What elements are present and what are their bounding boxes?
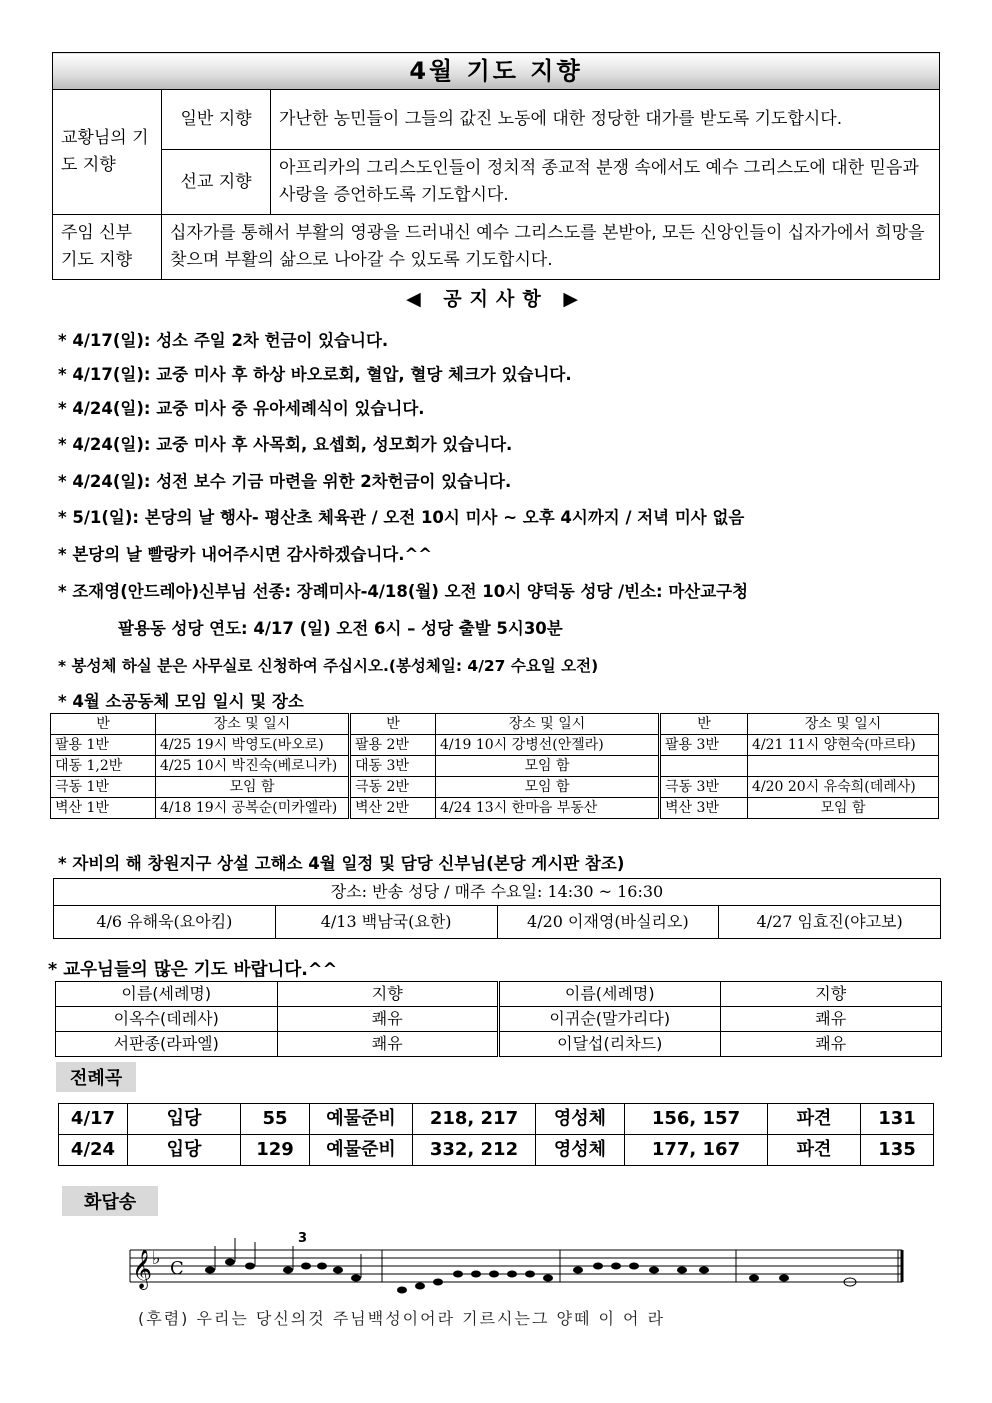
notice-item: * 4/24(일): 교중 미사 후 사목회, 요셉회, 성모회가 있습니다. (58, 435, 513, 454)
cell: 벽산 2반 (350, 798, 436, 819)
col-header: 장소 및 일시 (436, 714, 660, 735)
cell: 팔용 1반 (51, 735, 156, 756)
cell: 131 (861, 1104, 934, 1135)
hymn-label: 전례곡 (56, 1062, 136, 1092)
cell: 4/20 20시 유숙희(데레사) (748, 777, 939, 798)
cell: 대동 1,2반 (51, 756, 156, 777)
notice-item: * 4/17(일): 성소 주일 2차 헌금이 있습니다. (58, 331, 389, 350)
cell: 모임 함 (748, 798, 939, 819)
col-header: 지향 (277, 982, 499, 1007)
notice-item: * 4월 소공동체 모임 일시 및 장소 (58, 692, 304, 711)
flat-icon: ♭ (152, 1248, 161, 1269)
cell: 4/24 (59, 1135, 128, 1166)
cell (660, 756, 748, 777)
cell: 극동 1반 (51, 777, 156, 798)
cell: 영성체 (536, 1135, 625, 1166)
pastor-text: 십자가를 통해서 부활의 영광을 드러내신 예수 그리스도를 본받아, 모든 신앙인들이 십자가에서 희망을 찾으며 부활의 삶으로 나아갈 수 있도록 기도합시다. (162, 215, 940, 280)
prayer-intentions-table (52, 52, 940, 280)
table-row (59, 1135, 934, 1166)
col-header: 지향 (720, 982, 942, 1007)
cell: 156, 157 (625, 1104, 768, 1135)
cell: 예물준비 (310, 1104, 413, 1135)
cell: 모임 함 (436, 777, 660, 798)
cell: 벽산 3반 (660, 798, 748, 819)
notice-item: * 조재영(안드레아)신부님 선종: 장례미사-4/18(월) 오전 10시 양덕동 성당 /빈소: 마산교구청 (58, 582, 749, 601)
table-row (51, 777, 939, 798)
col-header: 이름(세례명) (499, 982, 721, 1007)
notice-item: * 봉성체 하실 분은 사무실로 신청하여 주십시오.(봉성체일: 4/27 수요일 오전) (58, 657, 599, 675)
confession-slot: 4/6 유해욱(요아킴) (54, 906, 276, 939)
notice-item: * 5/1(일): 본당의 날 행사- 평산초 체육관 / 오전 10시 미사 ~ 오후 4시까지 / 저녁 미사 없음 (58, 508, 745, 527)
confession-slot: 4/20 이재영(바실리오) (497, 906, 719, 939)
treble-clef-icon: 𝄞 (132, 1249, 153, 1289)
hymn-table (58, 1103, 934, 1166)
table-row (51, 798, 939, 819)
col-header: 반 (51, 714, 156, 735)
cell: 4/18 19시 공복순(미카엘라) (156, 798, 350, 819)
cell: 팔용 3반 (660, 735, 748, 756)
cell: 영성체 (536, 1104, 625, 1135)
cell: 129 (241, 1135, 310, 1166)
cell: 서판종(라파엘) (56, 1032, 278, 1057)
pastor-label: 주임 신부 기도 지향 (53, 215, 162, 280)
cell: 팔용 2반 (350, 735, 436, 756)
cell: 177, 167 (625, 1135, 768, 1166)
cell: 대동 3반 (350, 756, 436, 777)
mission-label: 선교 지향 (162, 150, 271, 215)
cell: 모임 함 (156, 777, 350, 798)
cell: 이귀순(말가리다) (499, 1007, 721, 1032)
prayer-title: 4월 기도 지향 (53, 53, 940, 90)
cell: 4/21 11시 양현숙(마르타) (748, 735, 939, 756)
music-staff (120, 1226, 910, 1326)
cell: 입당 (128, 1135, 241, 1166)
cell: 쾌유 (720, 1007, 942, 1032)
confession-place: 장소: 반송 성당 / 매주 수요일: 14:30 ~ 16:30 (54, 879, 941, 906)
cell: 이달섭(리차드) (499, 1032, 721, 1057)
cell: 극동 3반 (660, 777, 748, 798)
col-header: 반 (660, 714, 748, 735)
sick-table (55, 981, 942, 1057)
confession-table (53, 878, 941, 939)
mission-text: 아프리카의 그리스도인들이 정치적 종교적 분쟁 속에서도 예수 그리스도에 대한 믿음과 사랑을 증언하도록 기도합시다. (271, 150, 940, 215)
notice-item: * 4/24(일): 교중 미사 중 유아세례식이 있습니다. (58, 399, 425, 418)
notice-heading: ◀ 공지사항 ▶ (406, 288, 586, 310)
triplet-mark: 3 (298, 1231, 308, 1246)
notice-item: * 본당의 날 빨랑카 내어주시면 감사하겠습니다.^^ (58, 545, 433, 564)
cell: 벽산 1반 (51, 798, 156, 819)
cell: 모임 함 (436, 756, 660, 777)
confession-heading: * 자비의 해 창원지구 상설 고해소 4월 일정 및 담당 신부님(본당 게시판 참조) (58, 854, 625, 873)
general-label: 일반 지향 (162, 90, 271, 150)
col-header: 장소 및 일시 (156, 714, 350, 735)
cell: 입당 (128, 1104, 241, 1135)
sick-heading: * 교우님들의 많은 기도 바랍니다.^^ (48, 960, 338, 980)
cell: 쾌유 (720, 1032, 942, 1057)
common-time-icon: C (170, 1258, 184, 1279)
col-header: 장소 및 일시 (748, 714, 939, 735)
cell: 135 (861, 1135, 934, 1166)
community-table (50, 713, 939, 819)
cell: 218, 217 (413, 1104, 536, 1135)
table-row (59, 1104, 934, 1135)
cell: 예물준비 (310, 1135, 413, 1166)
general-text: 가난한 농민들이 그들의 값진 노동에 대한 정당한 대가를 받도록 기도합시다. (271, 90, 940, 150)
table-row (56, 1007, 942, 1032)
cell (748, 756, 939, 777)
cell: 332, 212 (413, 1135, 536, 1166)
cell: 4/25 19시 박영도(바오로) (156, 735, 350, 756)
cell: 4/19 10시 강병선(안젤라) (436, 735, 660, 756)
cell: 파견 (768, 1104, 861, 1135)
cell: 4/24 13시 한마음 부동산 (436, 798, 660, 819)
notice-item: * 4/24(일): 성전 보수 기금 마련을 위한 2차헌금이 있습니다. (58, 472, 512, 491)
cell: 이옥수(데레사) (56, 1007, 278, 1032)
col-header: 반 (350, 714, 436, 735)
psalm-label: 화답송 (62, 1186, 158, 1216)
table-row (51, 756, 939, 777)
cell: 쾌유 (277, 1007, 499, 1032)
cell: 4/17 (59, 1104, 128, 1135)
confession-slot: 4/27 임효진(야고보) (719, 906, 941, 939)
table-row (51, 735, 939, 756)
col-header: 이름(세례명) (56, 982, 278, 1007)
cell: 쾌유 (277, 1032, 499, 1057)
psalm-lyrics: (후렴) 우리는 당신의것 주님백성이어라 기르시는그 양떼 이 어 라 (138, 1309, 666, 1326)
confession-slot: 4/13 백남국(요한) (275, 906, 497, 939)
cell: 55 (241, 1104, 310, 1135)
cell: 극동 2반 (350, 777, 436, 798)
cell: 파견 (768, 1135, 861, 1166)
notice-item: * 4/17(일): 교중 미사 후 하상 바오로회, 혈압, 혈당 체크가 있습니다. (58, 365, 572, 384)
table-row (56, 1032, 942, 1057)
notice-item: 팔용동 성당 연도: 4/17 (일) 오전 6시 – 성당 출발 5시30분 (118, 619, 563, 638)
pope-label: 교황님의 기도 지향 (53, 90, 162, 215)
cell: 4/25 10시 박진숙(베로니카) (156, 756, 350, 777)
